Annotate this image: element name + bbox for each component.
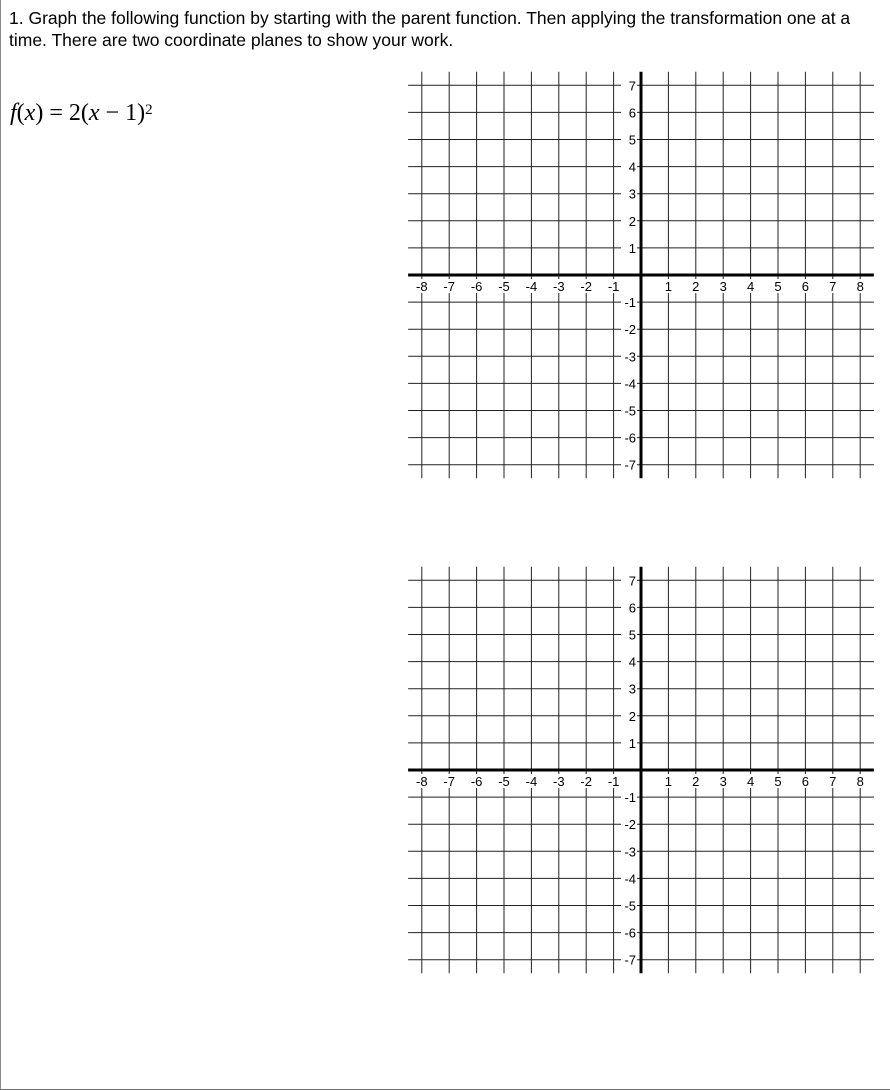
x-tick-label: 8 [856, 774, 864, 789]
coordinate-grid-1[interactable] [406, 70, 876, 480]
x-tick-label: 6 [801, 279, 810, 294]
x-tick-label: 1 [664, 279, 673, 294]
x-tick-label: -4 [525, 774, 538, 789]
x-tick-label: -7 [443, 279, 455, 294]
x-tick-label: -4 [525, 279, 538, 294]
y-tick-label: 7 [628, 78, 636, 94]
y-tick-label: -6 [624, 430, 636, 446]
y-tick-label: 4 [628, 159, 636, 175]
y-tick-label: 3 [628, 681, 636, 697]
x-tick-label: 1 [664, 774, 673, 789]
x-tick-label: 3 [719, 774, 727, 789]
x-tick-label: 4 [746, 774, 755, 789]
x-tick-label: -2 [580, 774, 592, 789]
x-tick-label: -1 [607, 774, 620, 789]
x-tick-label: 6 [801, 774, 810, 789]
y-tick-label: 6 [628, 600, 636, 616]
y-tick-label: 7 [628, 573, 636, 589]
function-inner-variable: x [88, 100, 100, 126]
y-tick-label: -4 [624, 871, 636, 887]
y-tick-label: -2 [624, 322, 636, 338]
x-tick-label: -3 [553, 279, 565, 294]
x-tick-label: 8 [856, 279, 864, 294]
x-tick-label: -7 [443, 774, 455, 789]
x-tick-label: -3 [553, 774, 565, 789]
y-tick-label: 2 [628, 708, 636, 724]
x-tick-label: 7 [829, 774, 837, 789]
x-tick-label: -8 [416, 774, 428, 789]
x-tick-label: 4 [746, 279, 755, 294]
y-tick-label: -7 [624, 457, 636, 473]
x-tick-label: 3 [719, 279, 727, 294]
x-tick-label: 7 [829, 279, 837, 294]
x-tick-label: -8 [416, 279, 428, 294]
x-tick-label: -2 [580, 279, 592, 294]
y-tick-label: -3 [624, 349, 636, 365]
y-tick-label: -4 [624, 376, 636, 392]
y-tick-label: 5 [628, 132, 636, 148]
y-tick-label: -2 [624, 817, 636, 833]
y-tick-label: 1 [628, 735, 636, 751]
y-tick-label: -6 [624, 925, 636, 941]
y-tick-label: 5 [628, 627, 636, 643]
x-tick-label: 2 [692, 774, 700, 789]
x-tick-label: 5 [774, 774, 782, 789]
problem-instructions: 1. Graph the following function by starting with the parent function. Then applying the transformation one at a time. There are two coordinate planes to show your work. [9, 8, 851, 50]
y-tick-label: 6 [628, 105, 636, 121]
function-variable: x [24, 100, 36, 126]
y-tick-label: -1 [624, 790, 636, 806]
y-tick-label: 2 [628, 213, 636, 229]
x-tick-label: 2 [692, 279, 700, 294]
y-tick-label: -5 [624, 898, 636, 914]
y-tick-label: -1 [624, 295, 636, 311]
x-tick-label: -6 [470, 279, 483, 294]
x-tick-label: -5 [498, 279, 510, 294]
x-tick-label: -6 [470, 774, 483, 789]
function-name: f [10, 100, 17, 126]
coordinate-grid-2[interactable] [406, 565, 876, 975]
coordinate-plane-2[interactable] [406, 565, 876, 975]
function-exponent: 2 [145, 102, 153, 118]
x-tick-label: -1 [607, 279, 620, 294]
y-tick-label: -3 [624, 844, 636, 860]
x-tick-label: -5 [498, 774, 510, 789]
function-shift: 1 [125, 100, 138, 126]
coordinate-plane-1[interactable] [406, 70, 876, 480]
function-equation: $f(x) = 2(x - 1)^2$ [10, 100, 153, 126]
y-tick-label: 3 [628, 186, 636, 202]
y-tick-label: 1 [628, 240, 636, 256]
function-coefficient: 2 [68, 100, 81, 126]
x-tick-label: 5 [774, 279, 782, 294]
y-tick-label: 4 [628, 654, 636, 670]
y-tick-label: -7 [624, 952, 636, 968]
y-tick-label: -5 [624, 403, 636, 419]
